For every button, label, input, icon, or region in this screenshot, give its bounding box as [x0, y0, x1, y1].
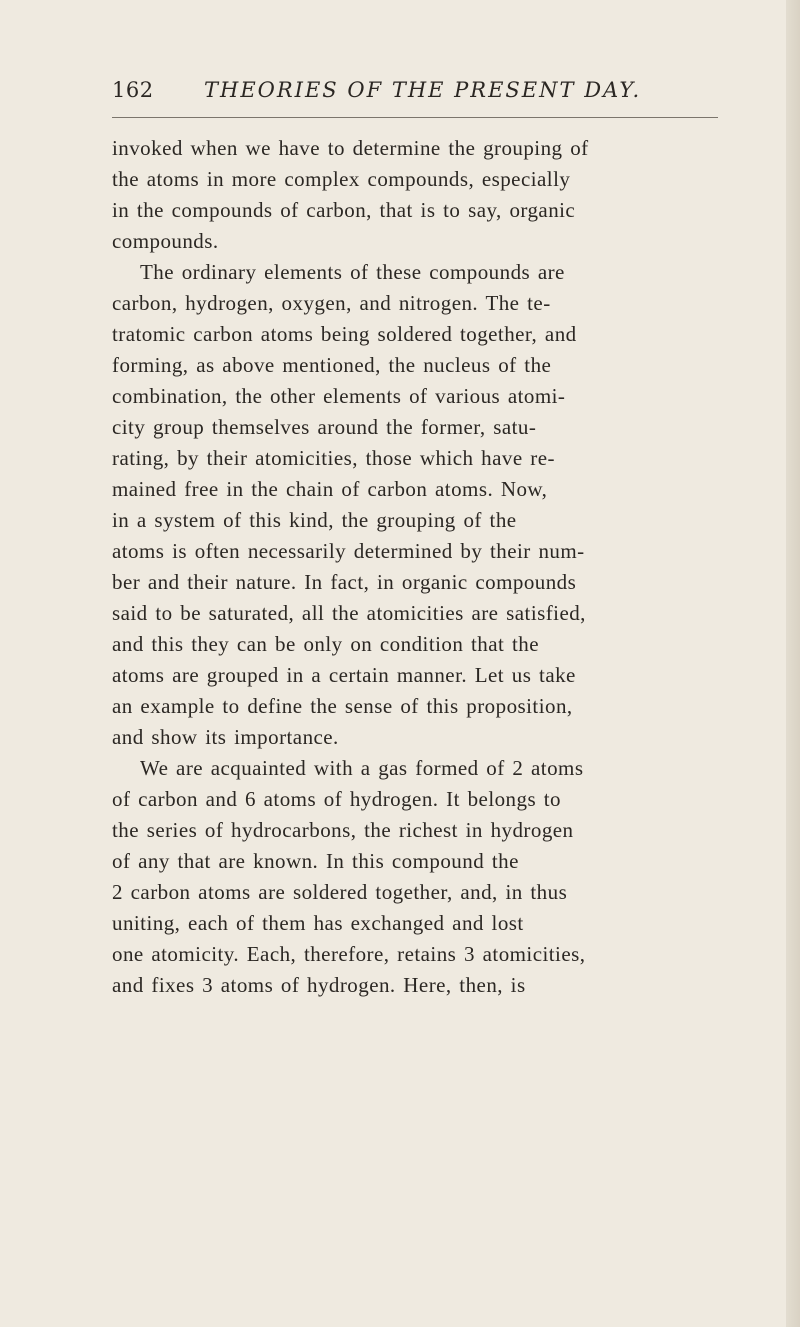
text-line: in a system of this kind, the grouping of the: [112, 508, 517, 532]
text-line: the atoms in more complex compounds, especially: [112, 167, 571, 191]
text-line: carbon, hydrogen, oxygen, and nitrogen. The te-: [112, 291, 551, 315]
text-line: city group themselves around the former, satu-: [112, 415, 537, 439]
text-line: rating, by their atomicities, those which have re-: [112, 446, 555, 470]
text-line: uniting, each of them has exchanged and lost: [112, 911, 524, 935]
text-line: compounds.: [112, 229, 219, 253]
text-line: in the compounds of carbon, that is to say, organic: [112, 198, 576, 222]
page-edge-shadow: [786, 0, 800, 1327]
text-line: 2 carbon atoms are soldered together, and, in thus: [112, 880, 568, 904]
text-line: and show its importance.: [112, 725, 339, 749]
text-line: invoked when we have to determine the grouping of: [112, 136, 589, 160]
paragraph-start-line: We are acquainted with a gas formed of 2 atoms: [140, 756, 584, 780]
text-line: and this they can be only on condition that the: [112, 632, 539, 656]
text-line: the series of hydrocarbons, the richest in hydrogen: [112, 818, 574, 842]
text-line: combination, the other elements of various atomi-: [112, 384, 566, 408]
running-title: THEORIES OF THE PRESENT DAY.: [204, 78, 642, 102]
paragraph-start-line: The ordinary elements of these compounds are: [140, 260, 565, 284]
text-line: one atomicity. Each, therefore, retains 3 atomicities,: [112, 942, 586, 966]
text-line: mained free in the chain of carbon atoms. Now,: [112, 477, 548, 501]
text-line: tratomic carbon atoms being soldered together, and: [112, 322, 577, 346]
header-rule: [112, 117, 718, 118]
text-line: an example to define the sense of this proposition,: [112, 694, 573, 718]
text-line: said to be saturated, all the atomicities are satisfied,: [112, 601, 586, 625]
page-number: 162: [112, 78, 154, 102]
text-line: atoms is often necessarily determined by their num-: [112, 539, 585, 563]
text-line: atoms are grouped in a certain manner. Let us take: [112, 663, 576, 687]
text-line: ber and their nature. In fact, in organic compounds: [112, 570, 577, 594]
body-text: [112, 133, 762, 1001]
text-line: forming, as above mentioned, the nucleus of the: [112, 353, 552, 377]
text-line: of any that are known. In this compound the: [112, 849, 519, 873]
page-header: [112, 76, 712, 108]
text-line: of carbon and 6 atoms of hydrogen. It belongs to: [112, 787, 562, 811]
text-line: and fixes 3 atoms of hydrogen. Here, then, is: [112, 973, 526, 997]
